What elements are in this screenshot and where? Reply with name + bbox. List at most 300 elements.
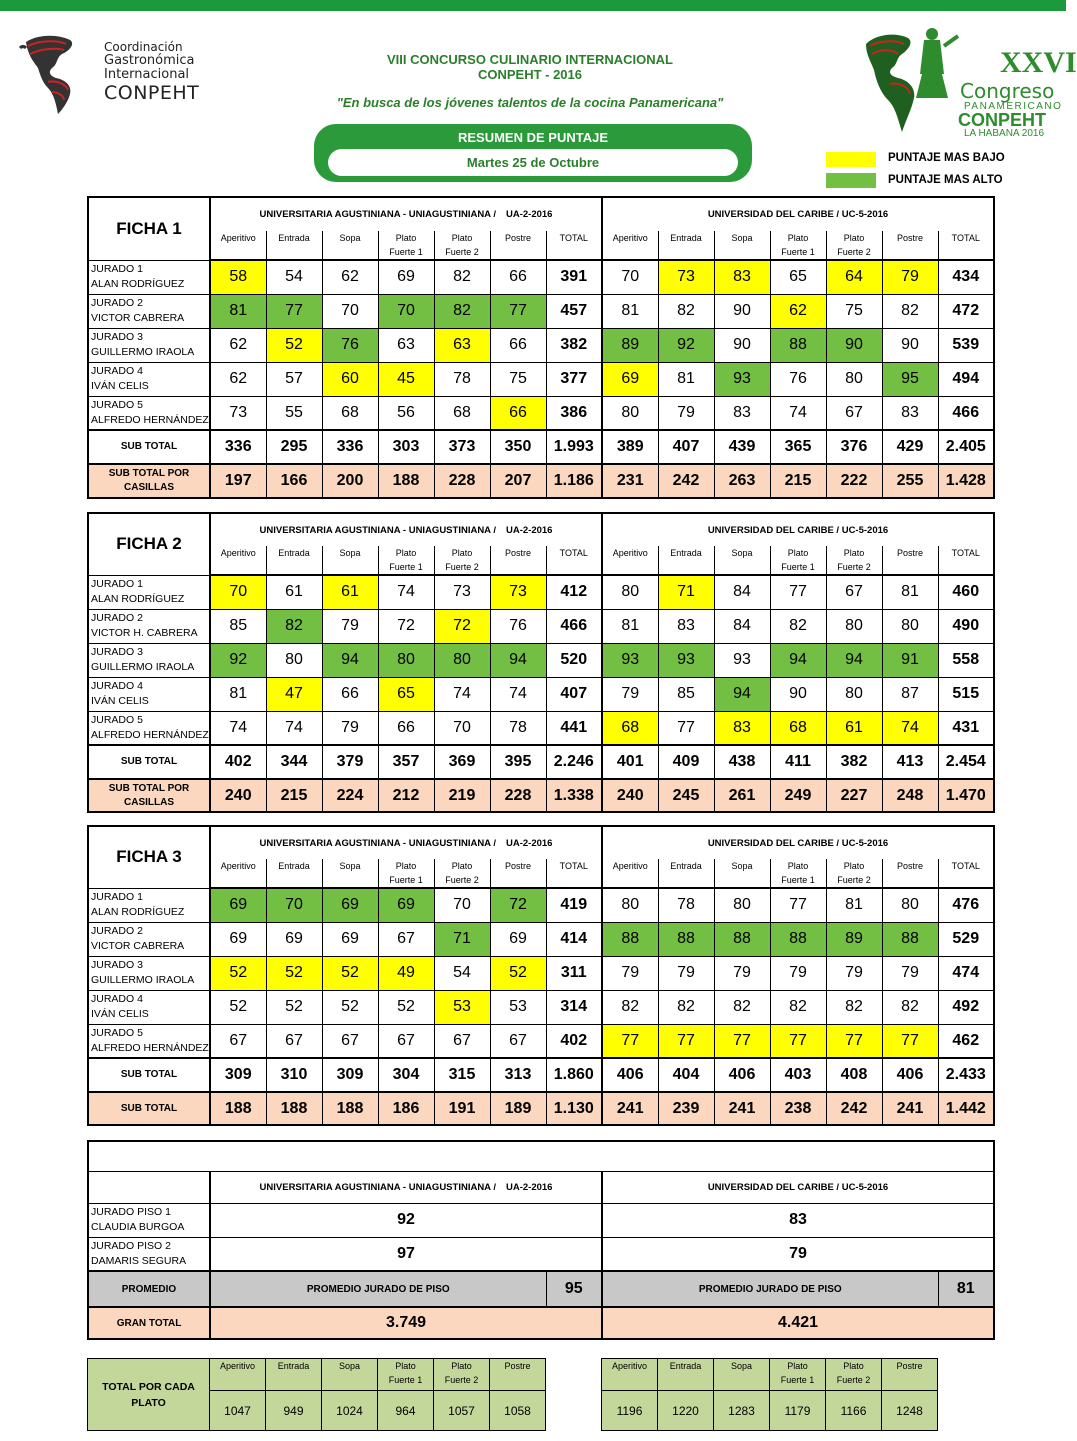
total-cell: 466 <box>546 609 602 643</box>
logo-right-lugar: LA HABANA 2016 <box>964 128 1045 139</box>
score-cell: 71 <box>434 922 490 956</box>
col-plato-fuerte-1: Plato Fuerte 1 <box>378 231 434 260</box>
score-cell: 74 <box>210 711 266 745</box>
gran-total-row <box>88 1307 994 1339</box>
score-cell: 82 <box>826 990 882 1024</box>
casillas-cell: 231 <box>602 464 658 498</box>
subtotal-cell: 407 <box>658 430 714 464</box>
col-postre: Postre <box>490 546 546 575</box>
score-cell: 52 <box>266 990 322 1024</box>
score-cell: 67 <box>210 1024 266 1058</box>
score-cell: 54 <box>434 956 490 990</box>
score-cell: 61 <box>826 711 882 745</box>
col-aperitivo: Aperitivo <box>210 231 266 260</box>
subtotal-casillas-label: SUB TOTAL POR CASILLAS <box>88 779 210 812</box>
casillas-cell: 261 <box>714 779 770 812</box>
col-aperitivo: Aperitivo <box>210 859 266 888</box>
score-cell: 92 <box>658 328 714 362</box>
table-row <box>88 956 994 990</box>
logo-left-line1: Coordinación <box>104 40 183 54</box>
score-cell: 45 <box>378 362 434 396</box>
score-cell: 90 <box>826 328 882 362</box>
col-sopa: Sopa <box>714 1359 770 1391</box>
plate-total-cell: 1058 <box>490 1391 546 1431</box>
col-plato-fuerte-2: Plato Fuerte 2 <box>434 859 490 888</box>
gran-total-value: 3.749 <box>210 1307 602 1339</box>
score-cell: 88 <box>770 922 826 956</box>
uni2-header: UNIVERSIDAD DEL CARIBE / UC-5-2016 <box>602 197 994 231</box>
summary-corner <box>88 1171 210 1203</box>
score-cell: 68 <box>602 711 658 745</box>
promedio-text: PROMEDIO JURADO DE PISO <box>602 1271 938 1307</box>
score-cell: 47 <box>266 677 322 711</box>
table-row <box>88 362 994 396</box>
col-entrada: Entrada <box>658 231 714 260</box>
plate-totals-label: TOTAL POR CADA PLATO <box>88 1359 210 1431</box>
casillas-cell: 186 <box>378 1092 434 1125</box>
score-cell: 84 <box>714 609 770 643</box>
plate-total-cell: 964 <box>378 1391 434 1431</box>
subtotal-cell: 303 <box>378 430 434 464</box>
jurado-cell: JURADO 2 VICTOR H. CABRERA <box>88 609 210 643</box>
logo-right-congreso: Congreso <box>960 79 1055 103</box>
score-cell: 70 <box>322 294 378 328</box>
score-cell: 73 <box>658 260 714 294</box>
score-cell: 78 <box>434 362 490 396</box>
ficha-title: FICHA 2 <box>88 513 210 575</box>
score-cell: 81 <box>882 575 938 609</box>
score-cell: 79 <box>714 956 770 990</box>
score-cell: 83 <box>882 396 938 430</box>
subtotal-cell: 382 <box>826 745 882 779</box>
plate-total-cell: 1196 <box>602 1391 658 1431</box>
casillas-cell: 212 <box>378 779 434 812</box>
promedio-label: PROMEDIO <box>88 1271 210 1307</box>
score-cell: 70 <box>434 888 490 922</box>
resumen-title: RESUMEN DE PUNTAJE <box>457 130 608 145</box>
table-row <box>88 677 994 711</box>
subtotal-casillas-row <box>88 779 994 812</box>
col-plato-fuerte-1: Plato Fuerte 1 <box>770 859 826 888</box>
subtotal-cell: 403 <box>770 1058 826 1092</box>
score-cell: 77 <box>826 1024 882 1058</box>
americas-map-chef-icon <box>862 24 962 138</box>
jurado-cell: JURADO 4 IVÁN CELIS <box>88 990 210 1024</box>
total-cell: 402 <box>546 1024 602 1058</box>
total-cell: 391 <box>546 260 602 294</box>
total-cell: 311 <box>546 956 602 990</box>
score-cell: 79 <box>322 711 378 745</box>
contest-subtitle: CONPEHT - 2016 <box>477 67 583 82</box>
score-cell: 84 <box>714 575 770 609</box>
score-cell: 54 <box>266 260 322 294</box>
score-cell: 74 <box>434 677 490 711</box>
score-cell: 83 <box>658 609 714 643</box>
subtotal-cell: 336 <box>210 430 266 464</box>
table-row <box>88 922 994 956</box>
total-cell: 407 <box>546 677 602 711</box>
subtotal-row <box>88 1058 994 1092</box>
casillas-cell: 228 <box>434 464 490 498</box>
total-cell: 529 <box>938 922 994 956</box>
score-cell: 79 <box>602 677 658 711</box>
score-cell: 67 <box>378 922 434 956</box>
score-cell: 88 <box>714 922 770 956</box>
score-cell: 80 <box>882 888 938 922</box>
plate-total-cell: 1220 <box>658 1391 714 1431</box>
casillas-cell: 215 <box>266 779 322 812</box>
casillas-cell: 263 <box>714 464 770 498</box>
logo-right-panamericano: PANAMERICANO <box>964 101 1063 112</box>
logo-left-line3: Internacional <box>104 67 190 82</box>
score-cell: 80 <box>378 643 434 677</box>
score-cell: 94 <box>826 643 882 677</box>
score-cell: 74 <box>378 575 434 609</box>
score-cell: 80 <box>882 609 938 643</box>
score-cell: 83 <box>714 711 770 745</box>
subtotal-cell: 389 <box>602 430 658 464</box>
score-cell: 68 <box>770 711 826 745</box>
col-plato-fuerte-2: Plato Fuerte 2 <box>826 231 882 260</box>
casillas-cell: 191 <box>434 1092 490 1125</box>
score-cell: 68 <box>322 396 378 430</box>
total-cell: 314 <box>546 990 602 1024</box>
total-cell: 382 <box>546 328 602 362</box>
subtotal-cell: 429 <box>882 430 938 464</box>
score-cell: 69 <box>602 362 658 396</box>
uni1-code: UA-2-2016 <box>505 1181 553 1193</box>
casillas-cell: 240 <box>210 779 266 812</box>
score-cell: 62 <box>210 328 266 362</box>
subtotal-total: 2.246 <box>546 745 602 779</box>
casillas-cell: 188 <box>210 1092 266 1125</box>
plate-total-cell: 1283 <box>714 1391 770 1431</box>
score-cell: 82 <box>434 294 490 328</box>
score-cell: 70 <box>378 294 434 328</box>
col-total: TOTAL <box>546 546 602 575</box>
score-cell: 88 <box>602 922 658 956</box>
jurado-cell: JURADO 1 ALAN RODRÍGUEZ <box>88 888 210 922</box>
total-cell: 494 <box>938 362 994 396</box>
score-cell: 88 <box>882 922 938 956</box>
score-cell: 63 <box>434 328 490 362</box>
score-cell: 79 <box>322 609 378 643</box>
col-entrada: Entrada <box>658 859 714 888</box>
score-cell: 52 <box>490 956 546 990</box>
score-cell: 70 <box>210 575 266 609</box>
score-cell: 85 <box>210 609 266 643</box>
subtotal-cell: 315 <box>434 1058 490 1092</box>
ficha-table-1 <box>87 196 995 499</box>
jurado-cell: JURADO 3 GUILLERMO IRAOLA <box>88 956 210 990</box>
col-postre: Postre <box>490 859 546 888</box>
col-plato-fuerte-1: Plato Fuerte 1 <box>770 231 826 260</box>
score-cell: 69 <box>322 888 378 922</box>
col-total: TOTAL <box>938 859 994 888</box>
table-row <box>88 1237 994 1271</box>
score-cell: 77 <box>602 1024 658 1058</box>
casillas-cell: 224 <box>322 779 378 812</box>
score-cell: 66 <box>322 677 378 711</box>
plate-total-cell: 1047 <box>210 1391 266 1431</box>
casillas-cell: 240 <box>602 779 658 812</box>
subtotal-cell: 357 <box>378 745 434 779</box>
casillas-cell: 241 <box>602 1092 658 1125</box>
col-aperitivo: Aperitivo <box>602 859 658 888</box>
promedio-value: 95 <box>546 1271 602 1307</box>
total-cell: 386 <box>546 396 602 430</box>
score-cell: 69 <box>210 888 266 922</box>
subtotal-cell: 404 <box>658 1058 714 1092</box>
total-cell: 431 <box>938 711 994 745</box>
ficha-table-2 <box>87 512 995 813</box>
score-cell: 70 <box>602 260 658 294</box>
score-cell: 88 <box>770 328 826 362</box>
score-cell: 70 <box>266 888 322 922</box>
col-postre: Postre <box>490 231 546 260</box>
subtotal-cell: 438 <box>714 745 770 779</box>
score-cell: 80 <box>266 643 322 677</box>
score-cell: 69 <box>266 922 322 956</box>
score-cell: 94 <box>322 643 378 677</box>
score-cell: 65 <box>770 260 826 294</box>
subtotal-cell: 350 <box>490 430 546 464</box>
score-cell: 80 <box>826 362 882 396</box>
subtotal-label: SUB TOTAL <box>88 430 210 464</box>
subtotal-cell: 379 <box>322 745 378 779</box>
score-cell: 80 <box>434 643 490 677</box>
score-cell: 67 <box>434 1024 490 1058</box>
score-cell: 78 <box>658 888 714 922</box>
table-row <box>88 888 994 922</box>
score-cell: 80 <box>602 575 658 609</box>
total-cell: 457 <box>546 294 602 328</box>
casillas-cell: 238 <box>770 1092 826 1125</box>
promedio-value: 81 <box>938 1271 994 1307</box>
subtotal-cell: 439 <box>714 430 770 464</box>
score-cell: 82 <box>770 990 826 1024</box>
score-cell: 52 <box>266 956 322 990</box>
legend-low-label: PUNTAJE MAS BAJO <box>888 152 1005 164</box>
logo-coordinacion <box>18 32 228 116</box>
gran-total-label: GRAN TOTAL <box>88 1307 210 1339</box>
col-plato-fuerte-2: Plato Fuerte 2 <box>434 546 490 575</box>
score-cell: 70 <box>434 711 490 745</box>
subtotal-cell: 401 <box>602 745 658 779</box>
col-total: TOTAL <box>938 546 994 575</box>
score-cell: 62 <box>770 294 826 328</box>
uni1-header <box>210 513 602 546</box>
contest-slogan: "En busca de los jóvenes talentos de la cocina Panamericana" <box>336 95 724 110</box>
total-cell: 460 <box>938 575 994 609</box>
score-cell: 52 <box>378 990 434 1024</box>
score-cell: 77 <box>658 711 714 745</box>
casillas-cell: 245 <box>658 779 714 812</box>
summary-table <box>87 1140 995 1340</box>
score-cell: 69 <box>210 922 266 956</box>
col-aperitivo: Aperitivo <box>210 1359 266 1391</box>
subtotal-cell: 309 <box>210 1058 266 1092</box>
col-total: TOTAL <box>546 231 602 260</box>
col-sopa: Sopa <box>714 546 770 575</box>
legend-high-swatch <box>826 173 876 188</box>
logo-right-roman: XXVI <box>1000 46 1077 79</box>
score-cell: 79 <box>826 956 882 990</box>
jurado-piso-cell: JURADO PISO 1 CLAUDIA BURGOA <box>88 1203 210 1237</box>
casillas-cell: 241 <box>882 1092 938 1125</box>
casillas-cell: 239 <box>658 1092 714 1125</box>
total-cell: 490 <box>938 609 994 643</box>
col-postre: Postre <box>882 546 938 575</box>
score-cell: 67 <box>826 396 882 430</box>
subtotal-cell: 406 <box>602 1058 658 1092</box>
score-cell: 67 <box>826 575 882 609</box>
col-total: TOTAL <box>938 231 994 260</box>
score-cell: 93 <box>658 643 714 677</box>
casillas-cell: 222 <box>826 464 882 498</box>
score-cell: 77 <box>714 1024 770 1058</box>
score-cell: 73 <box>434 575 490 609</box>
casillas-cell: 241 <box>714 1092 770 1125</box>
legend-low-swatch <box>826 152 876 167</box>
score-cell: 83 <box>714 396 770 430</box>
score-cell: 79 <box>882 260 938 294</box>
score-cell: 82 <box>658 294 714 328</box>
col-postre: Postre <box>882 859 938 888</box>
ficha-title: FICHA 3 <box>88 826 210 888</box>
casillas-cell: 197 <box>210 464 266 498</box>
jurado-cell: JURADO 1 ALAN RODRÍGUEZ <box>88 575 210 609</box>
score-cell: 73 <box>210 396 266 430</box>
casillas-cell: 200 <box>322 464 378 498</box>
score-cell: 69 <box>378 888 434 922</box>
casillas-cell: 228 <box>490 779 546 812</box>
score-cell: 52 <box>322 990 378 1024</box>
score-cell: 90 <box>714 328 770 362</box>
subtotal-casillas-row <box>88 1092 994 1125</box>
table-row <box>88 711 994 745</box>
total-cell: 434 <box>938 260 994 294</box>
col-entrada: Entrada <box>658 546 714 575</box>
subtotal-cell: 344 <box>266 745 322 779</box>
col-plato-fuerte-2: Plato Fuerte 2 <box>826 1359 882 1391</box>
subtotal-cell: 376 <box>826 430 882 464</box>
score-cell: 74 <box>770 396 826 430</box>
uni2-header: UNIVERSIDAD DEL CARIBE / UC-5-2016 <box>602 826 994 859</box>
col-postre: Postre <box>882 231 938 260</box>
top-bar <box>0 0 1066 11</box>
score-cell: 94 <box>770 643 826 677</box>
col-plato-fuerte-1: Plato Fuerte 1 <box>770 1359 826 1391</box>
jurado-cell: JURADO 5 ALFREDO HERNÁNDEZ <box>88 1024 210 1058</box>
col-plato-fuerte-2: Plato Fuerte 2 <box>434 231 490 260</box>
score-cell: 92 <box>210 643 266 677</box>
casillas-cell: 188 <box>266 1092 322 1125</box>
ficha-title: FICHA 1 <box>88 197 210 260</box>
ficha-table-3 <box>87 825 995 1126</box>
plate-total-cell: 1057 <box>434 1391 490 1431</box>
resumen-banner <box>314 124 752 182</box>
piso-score: 97 <box>210 1237 602 1271</box>
jurado-cell: JURADO 3 GUILLERMO IRAOLA <box>88 328 210 362</box>
casillas-cell: 227 <box>826 779 882 812</box>
col-entrada: Entrada <box>266 1359 322 1391</box>
subtotal-cell: 408 <box>826 1058 882 1092</box>
uni1-header <box>210 1171 602 1203</box>
score-cell: 77 <box>266 294 322 328</box>
score-cell: 66 <box>490 260 546 294</box>
score-cell: 76 <box>490 609 546 643</box>
americas-map-icon <box>18 32 104 116</box>
subtotal-label: SUB TOTAL <box>88 745 210 779</box>
score-cell: 91 <box>882 643 938 677</box>
score-cell: 69 <box>490 922 546 956</box>
col-entrada: Entrada <box>266 231 322 260</box>
score-cell: 82 <box>266 609 322 643</box>
total-cell: 414 <box>546 922 602 956</box>
score-cell: 79 <box>658 396 714 430</box>
casillas-total: 1.428 <box>938 464 994 498</box>
score-cell: 82 <box>770 609 826 643</box>
subtotal-cell: 369 <box>434 745 490 779</box>
subtotal-casillas-label: SUB TOTAL POR CASILLAS <box>88 464 210 498</box>
table-row <box>88 396 994 430</box>
col-plato-fuerte-1: Plato Fuerte 1 <box>378 1359 434 1391</box>
casillas-cell: 219 <box>434 779 490 812</box>
score-cell: 64 <box>826 260 882 294</box>
score-cell: 80 <box>826 609 882 643</box>
casillas-cell: 215 <box>770 464 826 498</box>
summary-blank-row <box>88 1141 994 1171</box>
score-cell: 61 <box>266 575 322 609</box>
score-cell: 76 <box>322 328 378 362</box>
jurado-cell: JURADO 3 GUILLERMO IRAOLA <box>88 643 210 677</box>
score-cell: 74 <box>882 711 938 745</box>
uni1-name: UNIVERSITARIA AGUSTINIANA - UNIAGUSTINIANA / <box>259 209 496 220</box>
jurado-cell: JURADO 2 VICTOR CABRERA <box>88 294 210 328</box>
score-cell: 81 <box>602 294 658 328</box>
promedio-text: PROMEDIO JURADO DE PISO <box>210 1271 546 1307</box>
score-cell: 80 <box>714 888 770 922</box>
score-cell: 79 <box>602 956 658 990</box>
col-sopa: Sopa <box>322 1359 378 1391</box>
uni1-name: UNIVERSITARIA AGUSTINIANA - UNIAGUSTINIANA / <box>259 837 496 849</box>
plate-total-cell: 1166 <box>826 1391 882 1431</box>
total-cell: 476 <box>938 888 994 922</box>
score-cell: 77 <box>882 1024 938 1058</box>
casillas-total: 1.130 <box>546 1092 602 1125</box>
score-cell: 85 <box>658 677 714 711</box>
uni2-header: UNIVERSIDAD DEL CARIBE / UC-5-2016 <box>602 1171 994 1203</box>
subtotal-cell: 395 <box>490 745 546 779</box>
score-cell: 68 <box>434 396 490 430</box>
table-row <box>88 294 994 328</box>
casillas-cell: 188 <box>322 1092 378 1125</box>
score-cell: 69 <box>378 260 434 294</box>
total-cell: 412 <box>546 575 602 609</box>
jurado-piso-cell: JURADO PISO 2 DAMARIS SEGURA <box>88 1237 210 1271</box>
casillas-cell: 255 <box>882 464 938 498</box>
promedio-row <box>88 1271 994 1307</box>
casillas-total: 1.186 <box>546 464 602 498</box>
uni1-code: UA-2-2016 <box>505 837 553 849</box>
table-row <box>88 609 994 643</box>
score-cell: 90 <box>882 328 938 362</box>
jurado-cell: JURADO 4 IVÁN CELIS <box>88 362 210 396</box>
subtotal-cell: 411 <box>770 745 826 779</box>
casillas-cell: 242 <box>826 1092 882 1125</box>
logo-congreso <box>862 24 1077 139</box>
